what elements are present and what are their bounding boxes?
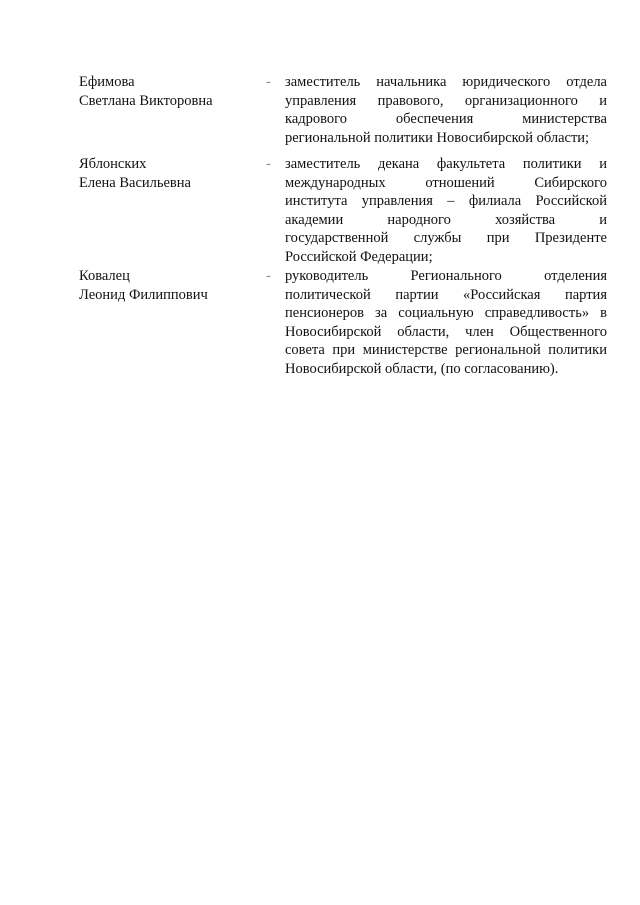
member-name (79, 73, 259, 110)
member-position (285, 155, 607, 267)
position-line: региональной политики Новосибирской области; (285, 129, 590, 146)
member-name (79, 155, 259, 192)
member-surname: Яблонских (79, 156, 147, 172)
member-given-names: Светлана Викторовна (79, 92, 213, 109)
position-line: государственной службы при Президенте (285, 230, 607, 247)
position-line: Российской Федерации; (285, 248, 433, 265)
position-line: заместитель декана факультета политики и (285, 156, 607, 172)
separator-dash: - (266, 156, 271, 172)
separator-dash: - (266, 268, 271, 284)
member-name (79, 267, 259, 304)
position-line: политической партии «Российская партия (285, 286, 607, 303)
position-line: пенсионеров за социальную справедливость» в (285, 305, 607, 322)
position-line: международных отношений Сибирского (285, 174, 607, 191)
member-given-names: Елена Васильевна (79, 174, 191, 191)
position-line: Новосибирской области, член Общественного (285, 323, 607, 340)
separator-dash: - (266, 74, 271, 90)
position-line: совета при министерстве региональной политики (285, 342, 607, 359)
position-line: руководитель Регионального отделения (285, 268, 607, 284)
position-line: института управления – филиала Российской (285, 193, 607, 210)
position-line: заместитель начальника юридического отдела (285, 74, 607, 90)
member-position (285, 73, 607, 147)
member-position (285, 267, 607, 379)
position-line: Новосибирской области, (по согласованию). (285, 360, 559, 377)
member-given-names: Леонид Филиппович (79, 286, 208, 303)
position-line: управления правового, организационного и (285, 92, 607, 109)
position-line: академии народного хозяйства и (285, 211, 607, 228)
member-surname: Ефимова (79, 74, 135, 90)
member-surname: Ковалец (79, 268, 130, 284)
position-line: кадрового обеспечения министерства (285, 111, 607, 128)
